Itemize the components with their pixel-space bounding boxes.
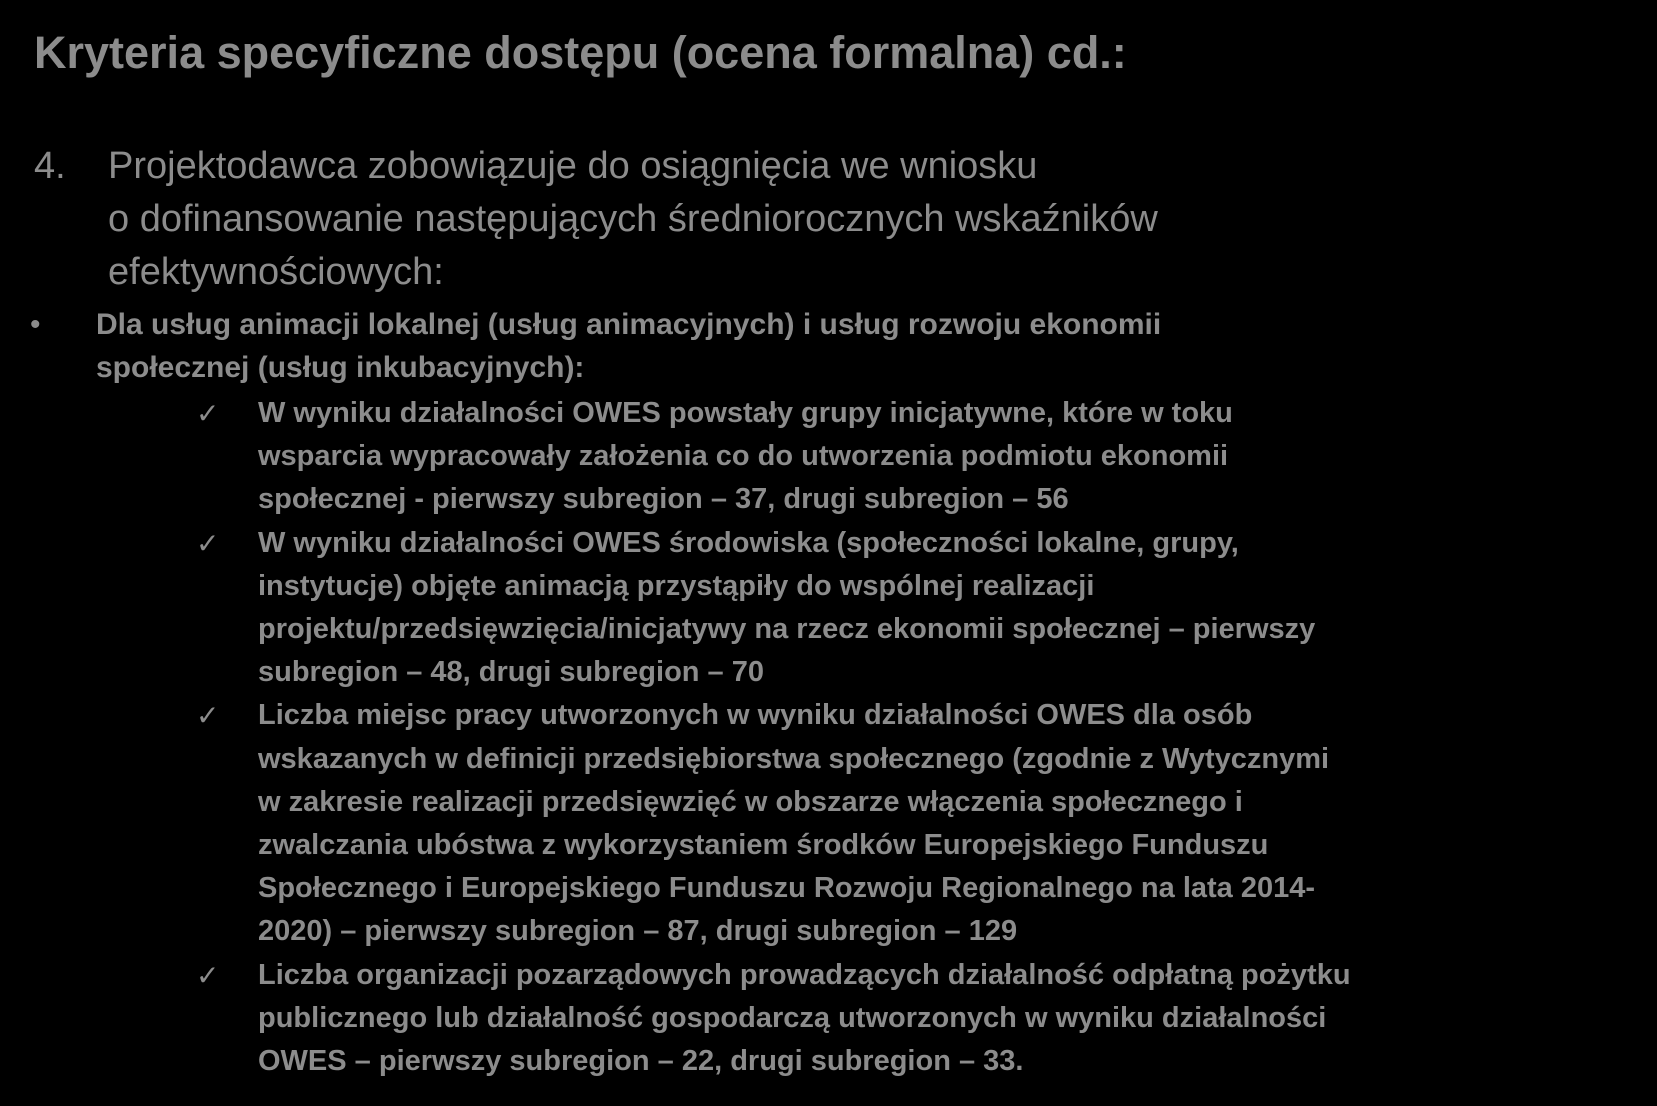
- checklist-item-text: [258, 392, 1618, 522]
- bullet-item-text: [96, 303, 1556, 389]
- text-line: wsparcia wypracowały założenia co do utworzenia podmiotu ekonomii: [258, 440, 1229, 473]
- bullet-item: [30, 303, 1610, 389]
- text-line: projektu/przedsięwzięcia/inicjatywy na rzecz ekonomii społecznej – pierwszy: [258, 613, 1316, 646]
- checklist: [196, 392, 1636, 1083]
- text-line: subregion – 48, drugi subregion – 70: [258, 656, 764, 689]
- checklist-item-text: [258, 954, 1618, 1084]
- checkmark-icon: ✓: [196, 397, 220, 430]
- checkmark-icon: ✓: [196, 526, 220, 560]
- checklist-item: [196, 954, 1636, 1084]
- checklist-item-text: [258, 522, 1618, 695]
- checkmark-icon: ✓: [196, 699, 220, 733]
- text-line: Dla usług animacji lokalnej (usług animacyjnych) i usług rozwoju ekonomii: [96, 308, 1162, 341]
- numbered-item-text: [108, 140, 1488, 299]
- item-number: 4.: [34, 145, 66, 187]
- bullet-icon: •: [30, 308, 41, 341]
- checklist-item-text: [258, 694, 1618, 953]
- text-line: społecznej - pierwszy subregion – 37, drugi subregion – 56: [258, 483, 1069, 516]
- text-line: w zakresie realizacji przedsięwzięć w obszarze włączenia społecznego i: [258, 785, 1243, 818]
- numbered-item: [34, 140, 1594, 299]
- text-line: OWES – pierwszy subregion – 22, drugi subregion – 33.: [258, 1045, 1024, 1078]
- text-line: społecznej (usług inkubacyjnych):: [96, 351, 585, 384]
- text-line: Liczba miejsc pracy utworzonych w wyniku działalności OWES dla osób: [258, 699, 1253, 732]
- text-line: 2020) – pierwszy subregion – 87, drugi subregion – 129: [258, 915, 1018, 948]
- text-line: zwalczania ubóstwa z wykorzystaniem środków Europejskiego Funduszu: [258, 829, 1269, 862]
- slide-title: Kryteria specyficzne dostępu (ocena formalna) cd.:: [34, 27, 1127, 78]
- text-line: wskazanych w definicji przedsiębiorstwa społecznego (zgodnie z Wytycznymi: [258, 742, 1330, 775]
- text-line: instytucje) objęte animacją przystąpiły do wspólnej realizacji: [258, 569, 1095, 602]
- text-line: o dofinansowanie następujących średniorocznych wskaźników: [108, 198, 1158, 240]
- text-line: publicznego lub działalność gospodarczą utworzonych w wyniku działalności: [258, 1001, 1327, 1034]
- checklist-item: [196, 522, 1636, 695]
- checklist-item: [196, 392, 1636, 522]
- text-line: Liczba organizacji pozarządowych prowadzących działalność odpłatną pożytku: [258, 958, 1351, 991]
- checkmark-icon: ✓: [196, 958, 220, 992]
- text-line: Społecznego i Europejskiego Funduszu Rozwoju Regionalnego na lata 2014-: [258, 872, 1316, 905]
- checklist-item: [196, 694, 1636, 953]
- text-line: efektywnościowych:: [108, 251, 444, 293]
- text-line: Projektodawca zobowiązuje do osiągnięcia we wniosku: [108, 145, 1038, 187]
- text-line: W wyniku działalności OWES powstały grupy inicjatywne, które w toku: [258, 397, 1233, 429]
- text-line: W wyniku działalności OWES środowiska (społeczności lokalne, grupy,: [258, 526, 1239, 559]
